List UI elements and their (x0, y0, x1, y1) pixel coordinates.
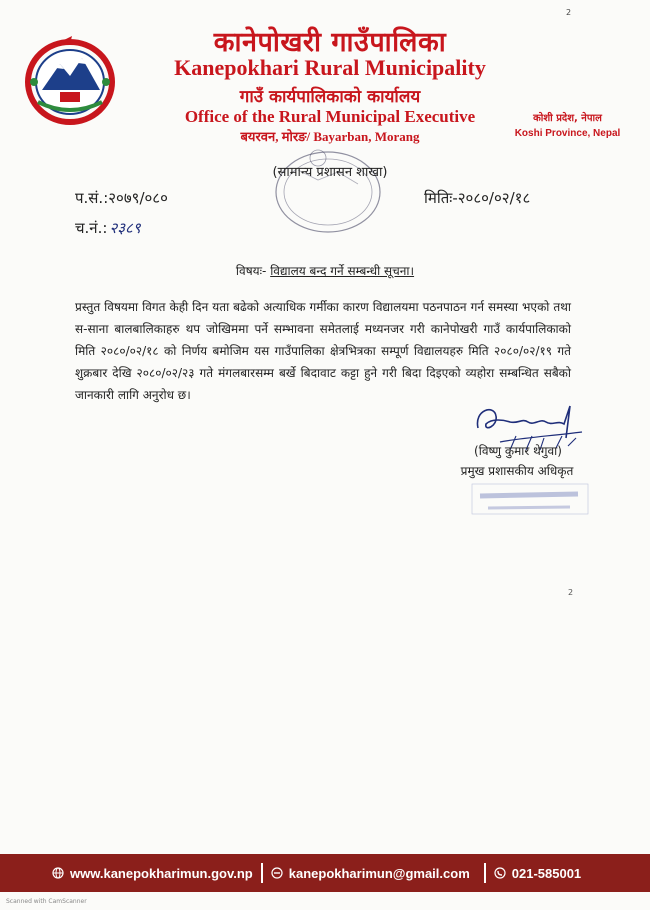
dispatch-number-label: च.नं.: (75, 219, 108, 237)
phone-text: 021-585001 (511, 865, 582, 881)
footer-email (271, 866, 470, 881)
website-text: www.kanepokharimun.gov.np (70, 865, 253, 881)
dispatch-number (75, 218, 141, 238)
reference-number: प.सं.:२०७९/०८० (75, 189, 168, 207)
page-mark: 2 (566, 8, 572, 17)
globe-icon (52, 867, 64, 879)
province-nepali: कोशी प्रदेश, नेपाल (533, 113, 602, 124)
letter-body: प्रस्तुत विषयमा विगत केही दिन यता बढेको अत्याधिक गर्मीका कारण विद्यालयमा पठनपाठन गर्न समस्या भएको तथा स-साना बालबालिकाहरु थप जोखिममा पर्ने सम्भावना समेतलाई मध्यनजर गरी कानेपोखरी गाउँ कार्यपालिकाको मिति २०८०/०२/१८ को निर्णय बमोजिम यस गाउँपालिका क्षेत्रभित्रका सम्पूर्ण विद्यालयहरु मिति २०८०/०२/१९ गते शुक्रबार देखि २०८०/०२/२३ गते मंगलबारसम्म बर्खे बिदावाट कट्टा हुने गरी बिदा दिइएको व्यहोरा सम्बन्धित सबैको जानकारी लागि अनुरोध छ। (75, 300, 571, 402)
phone-icon (494, 867, 506, 879)
footer-divider (484, 863, 486, 883)
subject-line (0, 262, 650, 279)
email-text: kanepokharimun@gmail.com (288, 865, 470, 881)
municipality-emblem-icon (20, 32, 120, 127)
scanner-watermark: Scanned with CamScanner (6, 898, 87, 905)
dispatch-number-value: २३८९ (109, 219, 141, 237)
letter-date: मितिः-२०८०/०२/१८ (424, 189, 531, 207)
footer-website (52, 866, 253, 881)
page-mark-bottom: 2 (568, 588, 574, 597)
office-round-stamp (258, 140, 388, 240)
municipality-name-english: Kanepokhari Rural Municipality (174, 55, 486, 80)
name-stamp (470, 482, 590, 516)
office-name-nepali: गाउँ कार्यपालिकाको कार्यालय (239, 87, 421, 107)
subject-text: विद्यालय बन्द गर्ने सम्बन्धी सूचना। (270, 264, 415, 278)
footer-divider (261, 863, 263, 883)
footer-phone (494, 866, 581, 881)
province-english: Koshi Province, Nepal (514, 128, 621, 139)
mail-icon (271, 867, 283, 879)
subject-label: विषयः- (235, 264, 267, 278)
signatory-title: प्रमुख प्रशासकीय अधिकृत (460, 464, 574, 478)
office-name-english: Office of the Rural Municipal Executive (184, 107, 476, 126)
footer-contact-bar (0, 854, 650, 892)
office-address: बयरवन, मोरङ/ Bayarban, Morang (240, 129, 420, 144)
signatory-name: (विष्णु कुमार थेगुवा) (474, 444, 562, 458)
branch-name: (सामान्य प्रशासन शाखा) (272, 165, 388, 180)
municipality-name-nepali: कानेपोखरी गाउँपालिका (213, 27, 447, 58)
